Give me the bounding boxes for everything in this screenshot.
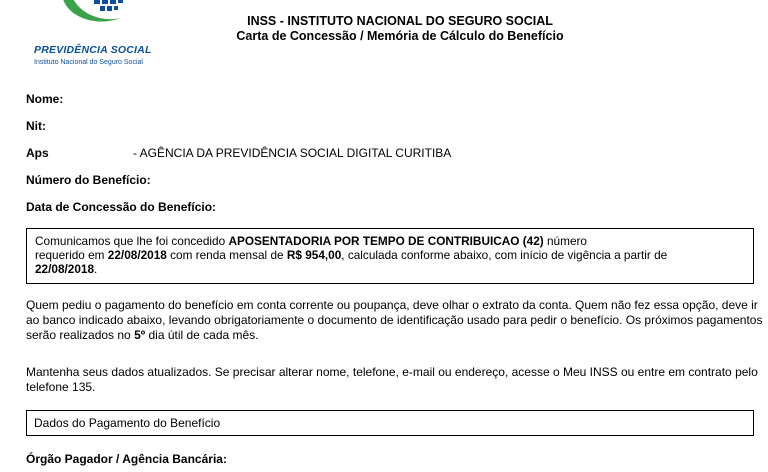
payment-instructions-text: Quem pediu o pagamento do benefício em conta corrente ou poupança, deve olhar o extrato da conta. Quem não fez essa opção, deve ir ao banco indicado abaixo, levando obrigatoriamente o documento de identificação usado para pedir o benefício. Os próximos pagamentos serão realizados no xyxy=(26,298,763,342)
document-title: INSS - INSTITUTO NACIONAL DO SEGURO SOCIAL xyxy=(247,14,553,28)
payment-instructions xyxy=(26,298,766,343)
concession-box xyxy=(26,228,754,284)
document-subtitle: Carta de Concessão / Memória de Cálculo do Benefício xyxy=(236,29,564,43)
concession-text: Comunicamos que lhe foi concedido xyxy=(35,234,229,248)
logo-subtitle: Instituto Nacional do Seguro Social xyxy=(34,59,143,66)
aps-value: - AGÊNCIA DA PREVIDÊNCIA SOCIAL DIGITAL CURITIBA xyxy=(133,146,452,160)
payment-data-box: Dados do Pagamento do Benefício xyxy=(26,410,754,436)
previdencia-logo xyxy=(30,0,160,72)
concession-text: , calculada conforme abaixo, com início de vigência a partir de xyxy=(341,248,668,262)
concession-text: número xyxy=(543,234,587,248)
numero-beneficio-label: Número do Benefício: xyxy=(26,173,151,187)
request-date: 22/08/2018 xyxy=(107,248,167,262)
nit-label: Nit: xyxy=(26,119,46,133)
document-header xyxy=(190,14,610,44)
data-concessao-label: Data de Concessão do Benefício: xyxy=(26,200,217,214)
concession-text: com renda mensal de xyxy=(166,248,287,262)
concession-text: requerido em xyxy=(35,248,108,262)
payment-day: 5º xyxy=(134,328,146,342)
logo-name: PREVIDÊNCIA SOCIAL xyxy=(34,44,152,56)
previdencia-logo-mark xyxy=(56,0,136,30)
nome-label: Nome: xyxy=(26,92,64,106)
orgao-pagador-label: Órgão Pagador / Agência Bancária: xyxy=(26,452,227,466)
aps-label: Aps xyxy=(26,146,49,160)
payment-instructions-text: dia útil de cada mês. xyxy=(145,328,259,342)
concession-text: . xyxy=(94,262,98,276)
update-notice: Mantenha seus dados atualizados. Se precisar alterar nome, telefone, e-mail ou endereço, acesse o Meu INSS ou entre em contrato pelo telefone 135. xyxy=(26,365,758,394)
benefit-type: APOSENTADORIA POR TEMPO DE CONTRIBUICAO (42) xyxy=(228,234,544,248)
start-date: 22/08/2018 xyxy=(35,262,95,276)
monthly-amount: R$ 954,00 xyxy=(286,248,342,262)
